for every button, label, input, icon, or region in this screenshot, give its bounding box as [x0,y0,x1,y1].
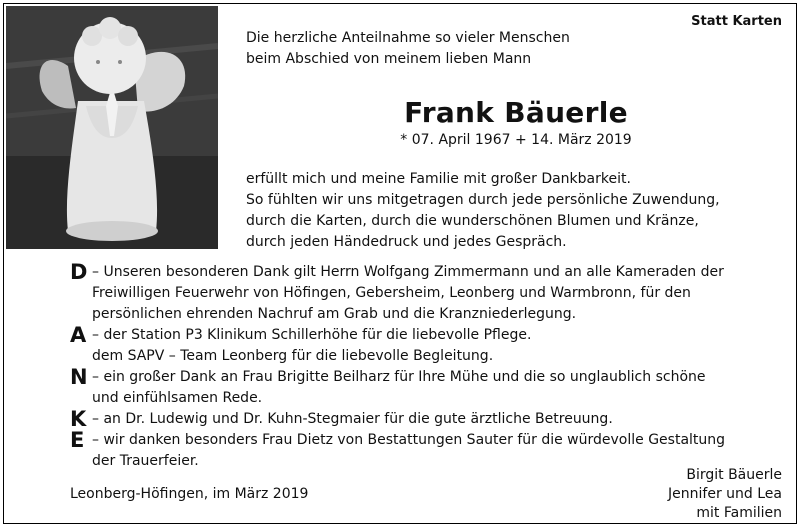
thanks-line: Freiwilligen Feuerwehr von Höfingen, Gebersheim, Leonberg und Warmbronn, für den [92,285,691,301]
acrostic-letter: A [70,323,87,347]
thanks-line: persönlichen ehrenden Nachruf am Grab und die Kranzniederlegung. [92,306,577,322]
thanks-row [70,388,790,409]
deceased-name: Frank Bäuerle [404,96,628,129]
angel-figurine-photo [6,6,218,249]
thanks-line: und einfühlsamen Rede. [92,390,263,406]
thanks-line: – an Dr. Ludewig und Dr. Kuhn-Stegmaier für die gute ärztliche Betreuung. [92,411,613,427]
thanks-row [70,346,790,367]
signature-line: Jennifer und Lea [668,486,782,502]
signature-block [668,466,782,523]
thanks-row [70,283,790,304]
thanks-row-d [70,262,790,283]
thanks-line: der Trauerfeier. [92,453,199,469]
intro-line: beim Abschied von meinem lieben Mann [246,51,532,67]
thanks-row-a [70,325,790,346]
place-date: Leonberg-Höfingen, im März 2019 [70,486,309,502]
acrostic-letter: N [70,365,88,389]
obituary-card [3,3,797,524]
thanks-line: – ein großer Dank an Frau Brigitte Beilharz für Ihre Mühe und die so unglaublich schöne [92,369,706,385]
thanks-row-e [70,430,790,451]
gratitude-line: durch jeden Händedruck und jedes Gespräch. [246,234,567,250]
thanks-line: – der Station P3 Klinikum Schillerhöhe für die liebevolle Pflege. [92,327,532,343]
thanks-row-k [70,409,790,430]
gratitude-line: durch die Karten, durch die wunderschönen Blumen und Kränze, [246,213,699,229]
thanks-row-n [70,367,790,388]
gratitude-line: erfüllt mich und meine Familie mit großer Dankbarkeit. [246,171,631,187]
gratitude-line: So fühlten wir uns mitgetragen durch jede persönliche Zuwendung, [246,192,720,208]
life-dates: * 07. April 1967 + 14. März 2019 [400,132,632,148]
thanks-line: – Unseren besonderen Dank gilt Herrn Wolfgang Zimmermann und an alle Kameraden der [92,264,724,280]
acrostic-letter: E [70,428,85,452]
angel-figurine-icon [6,6,218,249]
acrostic-letter: D [70,260,88,284]
intro-text [246,28,570,70]
intro-line: Die herzliche Anteilnahme so vieler Menschen [246,30,570,46]
statt-karten-label: Statt Karten [691,14,782,29]
acrostic-letter: K [70,407,87,431]
signature-line: Birgit Bäuerle [686,467,782,483]
thanks-row [70,304,790,325]
thanks-line: – wir danken besonders Frau Dietz von Bestattungen Sauter für die würdevolle Gestaltung [92,432,726,448]
signature-line: mit Familien [696,505,782,521]
gratitude-text [246,169,720,253]
danke-acrostic [70,262,790,472]
thanks-line: dem SAPV – Team Leonberg für die liebevolle Begleitung. [92,348,494,364]
